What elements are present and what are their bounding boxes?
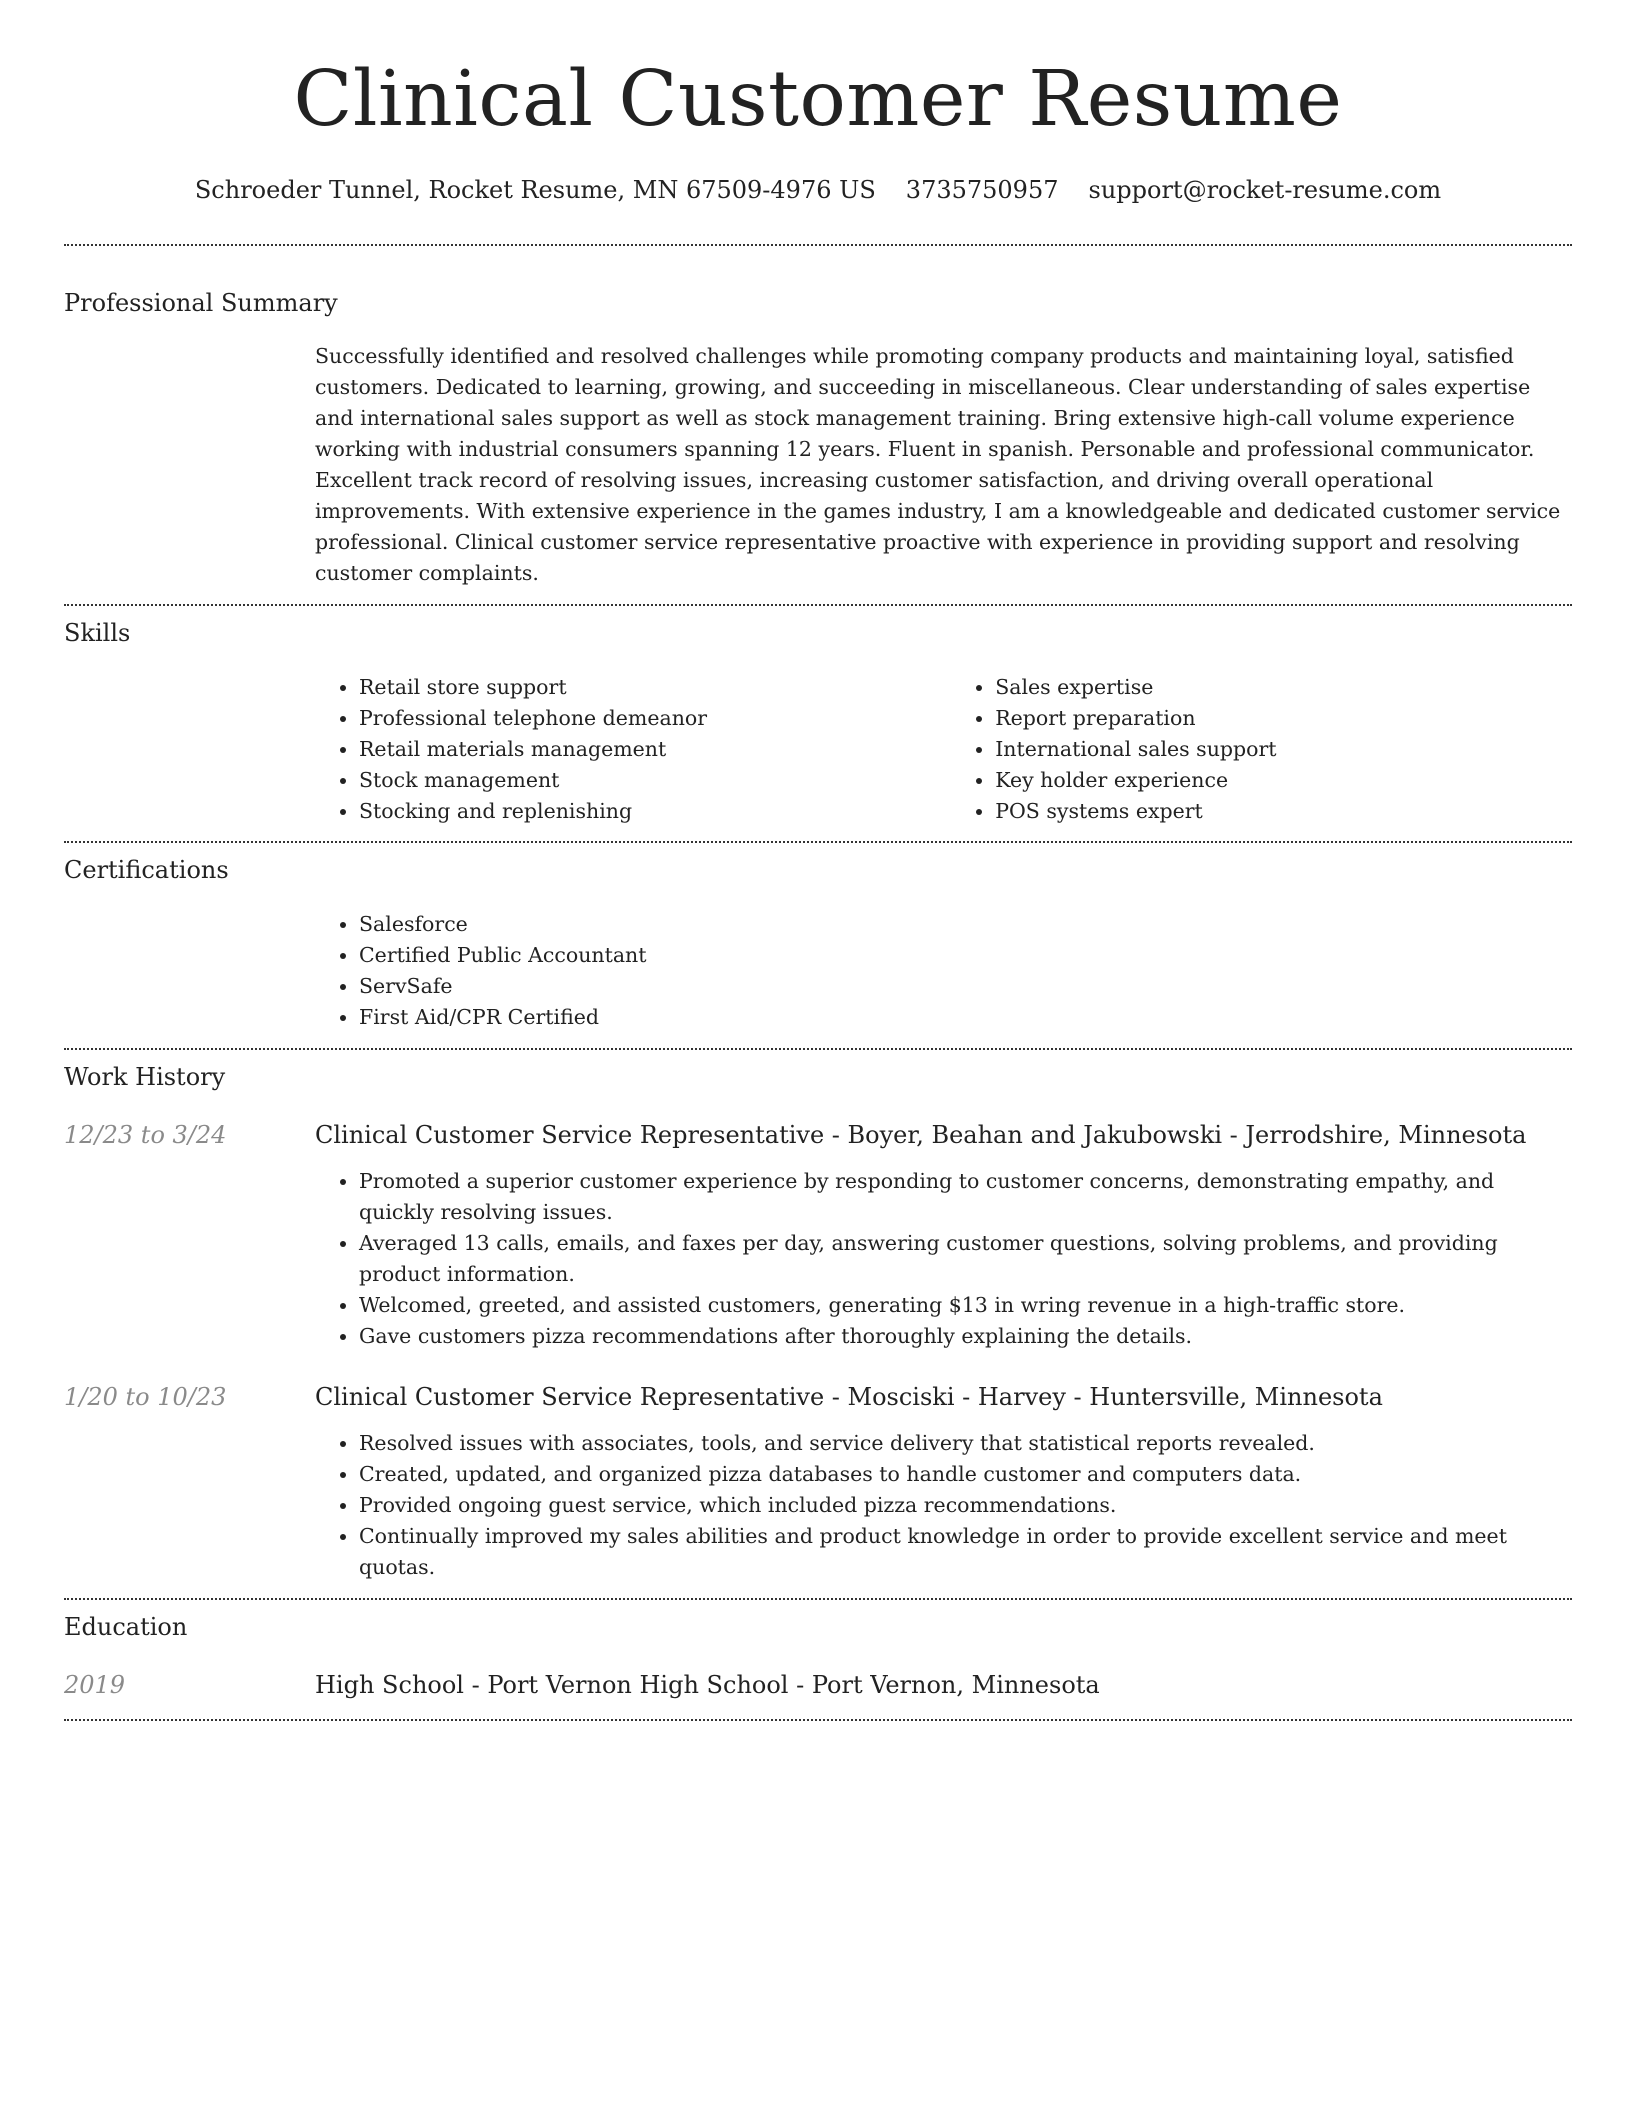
skills-section	[64, 617, 1572, 827]
job-dates: 1/20 to 10/23	[64, 1383, 227, 1411]
resume-page	[64, 0, 1572, 1721]
job-dates: 12/23 to 3/24	[64, 1121, 227, 1149]
certification-item: • Salesforce	[359, 909, 1572, 940]
certifications-list	[315, 909, 1572, 1033]
section-divider	[64, 1048, 1572, 1050]
certification-item: • Certified Public Accountant	[359, 940, 1572, 971]
job-bullet: • Promoted a superior customer experience by responding to customer concerns, demonstrating empathy, and quickly resolving issues.	[359, 1166, 1572, 1228]
skills-columns	[315, 672, 1572, 827]
education-section	[64, 1611, 1572, 1701]
certifications-content	[315, 909, 1572, 1033]
certification-item: • ServSafe	[359, 971, 1572, 1002]
job-bullets	[315, 1166, 1572, 1352]
job-title: Clinical Customer Service Representative - Mosciski - Harvey - Huntersville, Minnesota	[315, 1383, 1383, 1411]
job-bullet: • Welcomed, greeted, and assisted customers, generating $13 in wring revenue in a high-traffic store.	[359, 1290, 1572, 1321]
contact-address: Schroeder Tunnel, Rocket Resume, MN 67509-4976 US	[194, 176, 876, 204]
certifications-section	[64, 854, 1572, 1033]
skills-list-left	[315, 672, 951, 827]
summary-content	[315, 341, 1572, 589]
job-bullet: • Created, updated, and organized pizza databases to handle customer and computers data.	[359, 1459, 1572, 1490]
section-divider	[64, 1598, 1572, 1600]
skill-item: • Key holder experience	[995, 765, 1572, 796]
education-entry	[64, 1669, 1572, 1701]
summary-heading: Professional Summary	[64, 289, 338, 317]
skill-item: • Retail store support	[359, 672, 951, 703]
job-entry	[64, 1381, 1572, 1413]
contact-email[interactable]: support@rocket-resume.com	[1088, 176, 1442, 204]
skill-item: • International sales support	[995, 734, 1572, 765]
certifications-heading: Certifications	[64, 856, 229, 884]
job-title: Clinical Customer Service Representative - Boyer, Beahan and Jakubowski - Jerrodshire, Minnesota	[315, 1121, 1527, 1149]
job-bullet: • Resolved issues with associates, tools, and service delivery that statistical reports revealed.	[359, 1428, 1572, 1459]
certification-item: • First Aid/CPR Certified	[359, 1002, 1572, 1033]
contact-line	[64, 174, 1572, 206]
education-year: 2019	[64, 1671, 126, 1699]
skill-item: • Report preparation	[995, 703, 1572, 734]
skill-item: • Professional telephone demeanor	[359, 703, 951, 734]
resume-name: Clinical Customer Resume	[293, 55, 1343, 144]
job-entry	[64, 1119, 1572, 1151]
job-bullet: • Continually improved my sales abilities and product knowledge in order to provide excellent service and meet quotas.	[359, 1521, 1572, 1583]
skills-heading: Skills	[64, 619, 131, 647]
education-heading: Education	[64, 1613, 188, 1641]
skill-item: • POS systems expert	[995, 796, 1572, 827]
job-bullets	[315, 1428, 1572, 1583]
job-bullet: • Gave customers pizza recommendations after thoroughly explaining the details.	[359, 1321, 1572, 1352]
education-title: High School - Port Vernon High School - Port Vernon, Minnesota	[315, 1671, 1100, 1699]
job-bullet: • Provided ongoing guest service, which included pizza recommendations.	[359, 1490, 1572, 1521]
job-bullets-wrap	[315, 1428, 1572, 1583]
skill-item: • Sales expertise	[995, 672, 1572, 703]
section-divider	[64, 1719, 1572, 1721]
summary-text: Successfully identified and resolved challenges while promoting company products and maintaining loyal, satisfied customers. Dedicated to learning, growing, and succeeding in miscellaneous. Clear understanding of sales expertise and international sales support as well as stock management training. Bring extensive high-call volume experience working with industrial consumers spanning 12 years. Fluent in spanish. Personable and professional communicator. Excellent track record of resolving issues, increasing customer satisfaction, and driving overall operational improvements. With extensive experience in the games industry, I am a knowledgeable and dedicated customer service professional. Clinical customer service representative proactive with experience in providing support and resolving customer complaints.	[315, 344, 1561, 585]
skill-item: • Retail materials management	[359, 734, 951, 765]
skill-item: • Stocking and replenishing	[359, 796, 951, 827]
skill-item: • Stock management	[359, 765, 951, 796]
section-divider	[64, 841, 1572, 843]
summary-section	[64, 287, 1572, 589]
header-divider	[64, 244, 1572, 246]
job-bullet: • Averaged 13 calls, emails, and faxes per day, answering customer questions, solving problems, and providing product information.	[359, 1228, 1572, 1290]
job-bullets-wrap	[315, 1166, 1572, 1352]
work-section	[64, 1061, 1572, 1583]
section-divider	[64, 604, 1572, 606]
work-heading: Work History	[64, 1063, 226, 1091]
skills-list-right	[951, 672, 1572, 827]
contact-phone: 3735750957	[905, 176, 1059, 204]
